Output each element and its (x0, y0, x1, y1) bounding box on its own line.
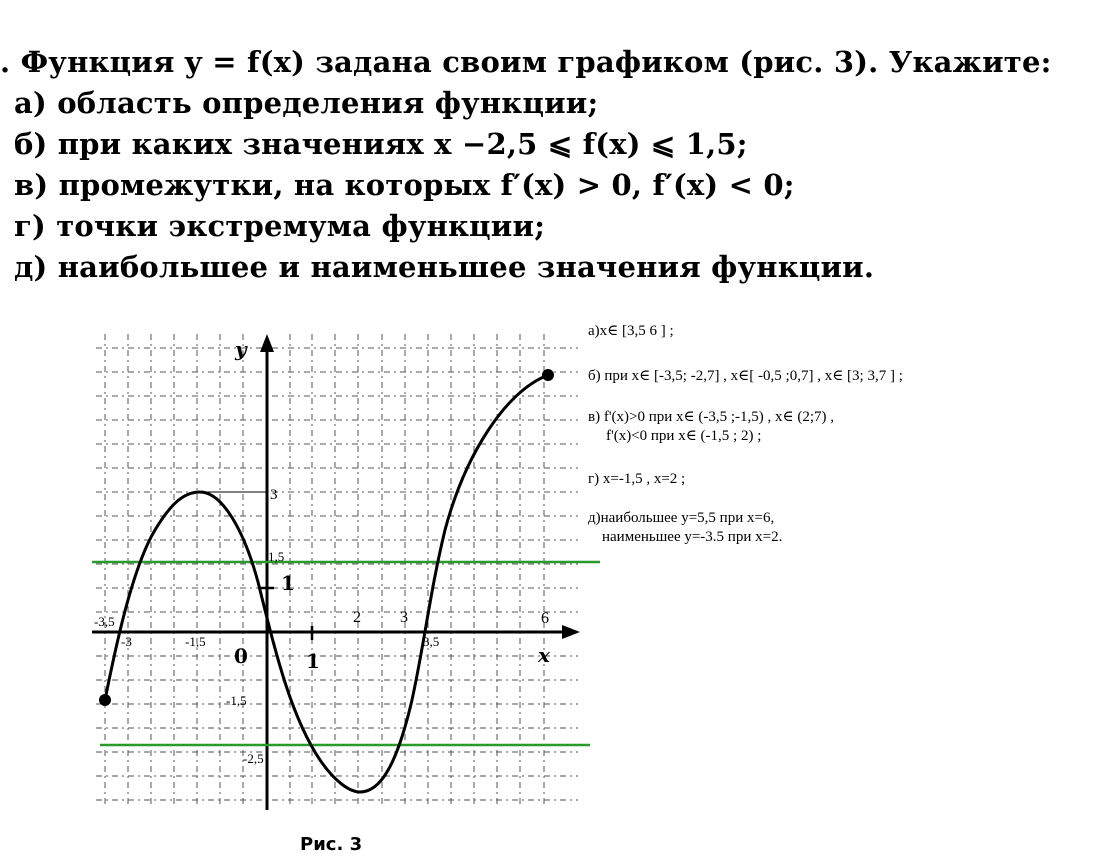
task-text (0, 42, 1100, 288)
task-line-2: б) при каких значениях x −2,5 ⩽ f(x) ⩽ 1,5; (14, 127, 748, 161)
answer-d-1: д)наибольшее y=5,5 при x=6, (588, 510, 775, 526)
label-y-minus-1-5: -1,5 (226, 693, 247, 708)
function-graph (0, 320, 600, 864)
x-axis-arrow (562, 625, 580, 639)
answer-g: г) x=-1,5 , x=2 ; (588, 471, 686, 487)
task-line-1: а) область определения функции; (14, 86, 599, 120)
label-six: 6 (541, 610, 549, 627)
label-minus-3: -3 (121, 634, 132, 649)
label-y-minus-2-5: -2,5 (243, 751, 264, 766)
answer-a: а)x∈ [3,5 6 ] ; (588, 323, 674, 339)
endpoint-left (99, 694, 111, 706)
task-line-3: в) промежутки, на которых f′(x) > 0, f′(x) < 0; (14, 168, 795, 202)
label-two: 2 (353, 609, 361, 626)
task-line-5: д) наибольшее и наименьшее значения функции. (14, 250, 875, 284)
label-y-1-5: 1,5 (268, 549, 285, 564)
task-line-0: . Функция y = f(x) задана своим графиком (рис. 3). Укажите: (0, 45, 1052, 79)
graph-svg (0, 320, 600, 864)
figure-caption: Рис. 3 (300, 834, 363, 855)
function-curve (105, 375, 548, 792)
task-line-4: г) точки экстремума функции; (14, 209, 546, 243)
label-one-x: 1 (306, 649, 320, 673)
answer-v-1: в) f'(x)>0 при x∈ (-3,5 ;-1,5) , x∈ (2;7) , (588, 409, 835, 425)
answer-v-2: f'(x)<0 при x∈ (-1,5 ; 2) ; (606, 428, 762, 444)
endpoint-right (542, 369, 554, 381)
answer-d-2: наименьшее y=-3.5 при x=2. (602, 529, 783, 545)
label-y-3: 3 (270, 487, 278, 503)
label-zero: 0 (234, 644, 248, 668)
label-minus-1-5: -1,5 (185, 634, 206, 649)
y-axis-arrow (260, 334, 274, 352)
label-y-1: 1 (281, 571, 295, 595)
answer-b: б) при x∈ [-3,5; -2,7] , x∈[ -0,5 ;0,7] , x∈ [3; 3,7 ] ; (588, 368, 903, 384)
label-3-5: 3,5 (423, 634, 440, 649)
y-axis-label: y (235, 337, 247, 361)
label-minus-3-5: -3,5 (94, 614, 115, 629)
label-three: 3 (400, 609, 408, 626)
answers-panel (588, 320, 1108, 547)
x-axis-label: x (538, 643, 550, 667)
